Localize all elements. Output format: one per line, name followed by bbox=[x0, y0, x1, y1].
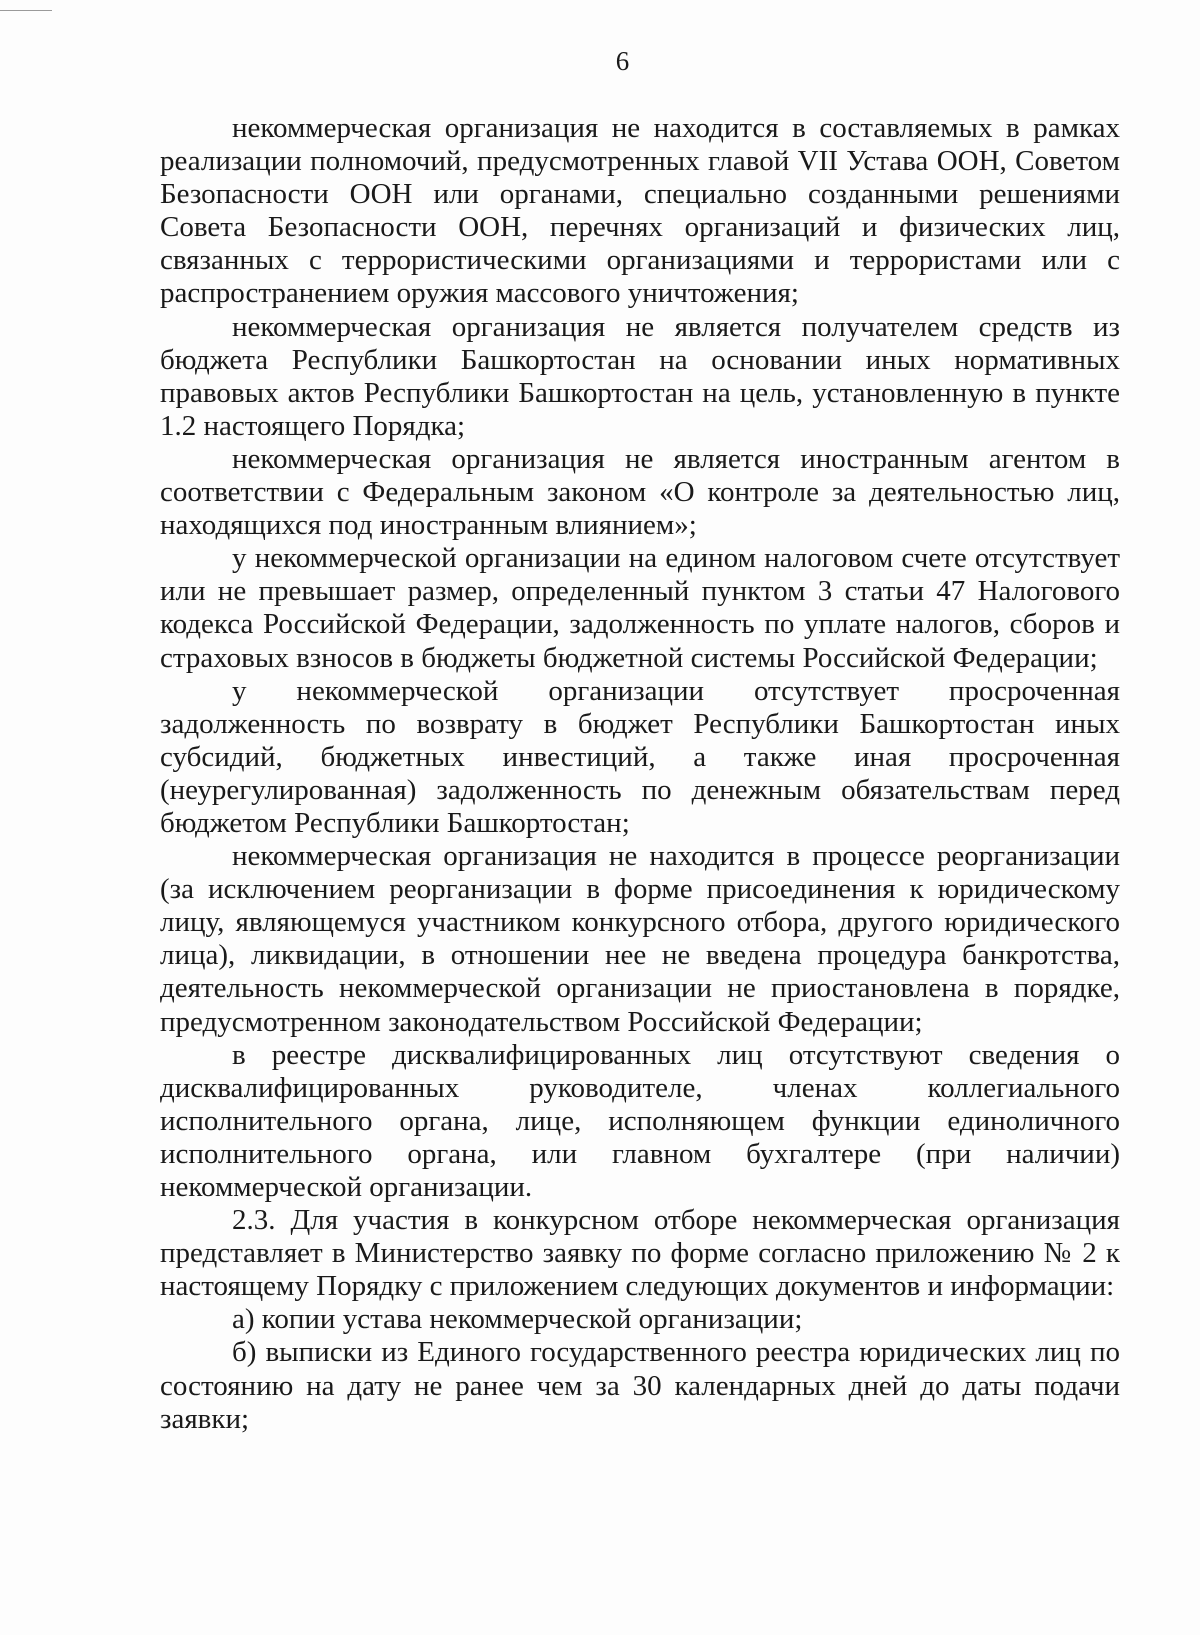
paragraph-un-sanctions-list: некоммерческая организация не находится в составляемых в рамках реализации полномочий, предусмотренных главой VII Устава ООН, Советом Безопасности ООН или органами, специально созданными решениями Совета Безопасности ООН, перечнях организаций и физических лиц, связанных с террористическими организациями и террористами или с распространением оружия массового уничтожения; bbox=[160, 112, 1120, 310]
list-item-b-registry-extract: б) выписки из Единого государственного реестра юридических лиц по состоянию на дату не ранее чем за 30 календарных дней до даты подачи заявки; bbox=[160, 1336, 1120, 1435]
page-number: 6 bbox=[615, 46, 630, 76]
paragraph-not-budget-recipient: некоммерческая организация не является получателем средств из бюджета Республики Башкортостан на основании иных нормативных правовых актов Республики Башкортостан на цель, установленную в пункте 1.2 настоящего Порядка; bbox=[160, 310, 1120, 442]
scan-edge-mark bbox=[0, 0, 52, 11]
paragraph-section-2-3: 2.3. Для участия в конкурсном отборе некоммерческая организация представляет в Министерство заявку по форме согласно приложению № 2 к настоящему Порядку с приложением следующих документов и информации: bbox=[160, 1204, 1120, 1303]
paragraph-no-overdue-debt: у некоммерческой организации отсутствует просроченная задолженность по возврату в бюджет Республики Башкортостан иных субсидий, бюджетных инвестиций, а также иная просроченная (неурегулированная) задолженность по денежным обязательствам перед бюджетом Республики Башкортостан; bbox=[160, 674, 1120, 839]
document-body bbox=[160, 112, 1120, 1436]
paragraph-no-reorganization: некоммерческая организация не находится в процессе реорганизации (за исключением реорганизации в форме присоединения к юридическому лицу, являющемуся участником конкурсного отбора, другого юридического лица), ликвидации, в отношении нее не введена процедура банкротства, деятельность некоммерческой организации не приостановлена в порядке, предусмотренном законодательством Российской Федерации; bbox=[160, 840, 1120, 1038]
paragraph-disqualified-persons: в реестре дисквалифицированных лиц отсутствуют сведения о дисквалифицированных руководителе, членах коллегиального исполнительного органа, лице, исполняющем функции единоличного исполнительного органа, или главном бухгалтере (при наличии) некоммерческой организации. bbox=[160, 1038, 1120, 1203]
list-item-a-charter-copy: а) копии устава некоммерческой организации; bbox=[232, 1303, 803, 1336]
paragraph-no-tax-debt: у некоммерческой организации на едином налоговом счете отсутствует или не превышает размер, определенный пунктом 3 статьи 47 Налогового кодекса Российской Федерации, задолженность по уплате налогов, сборов и страховых взносов в бюджеты бюджетной системы Российской Федерации; bbox=[160, 542, 1120, 674]
paragraph-not-foreign-agent: некоммерческая организация не является иностранным агентом в соответствии с Федеральным законом «О контроле за деятельностью лиц, находящихся под иностранным влиянием»; bbox=[160, 442, 1120, 542]
